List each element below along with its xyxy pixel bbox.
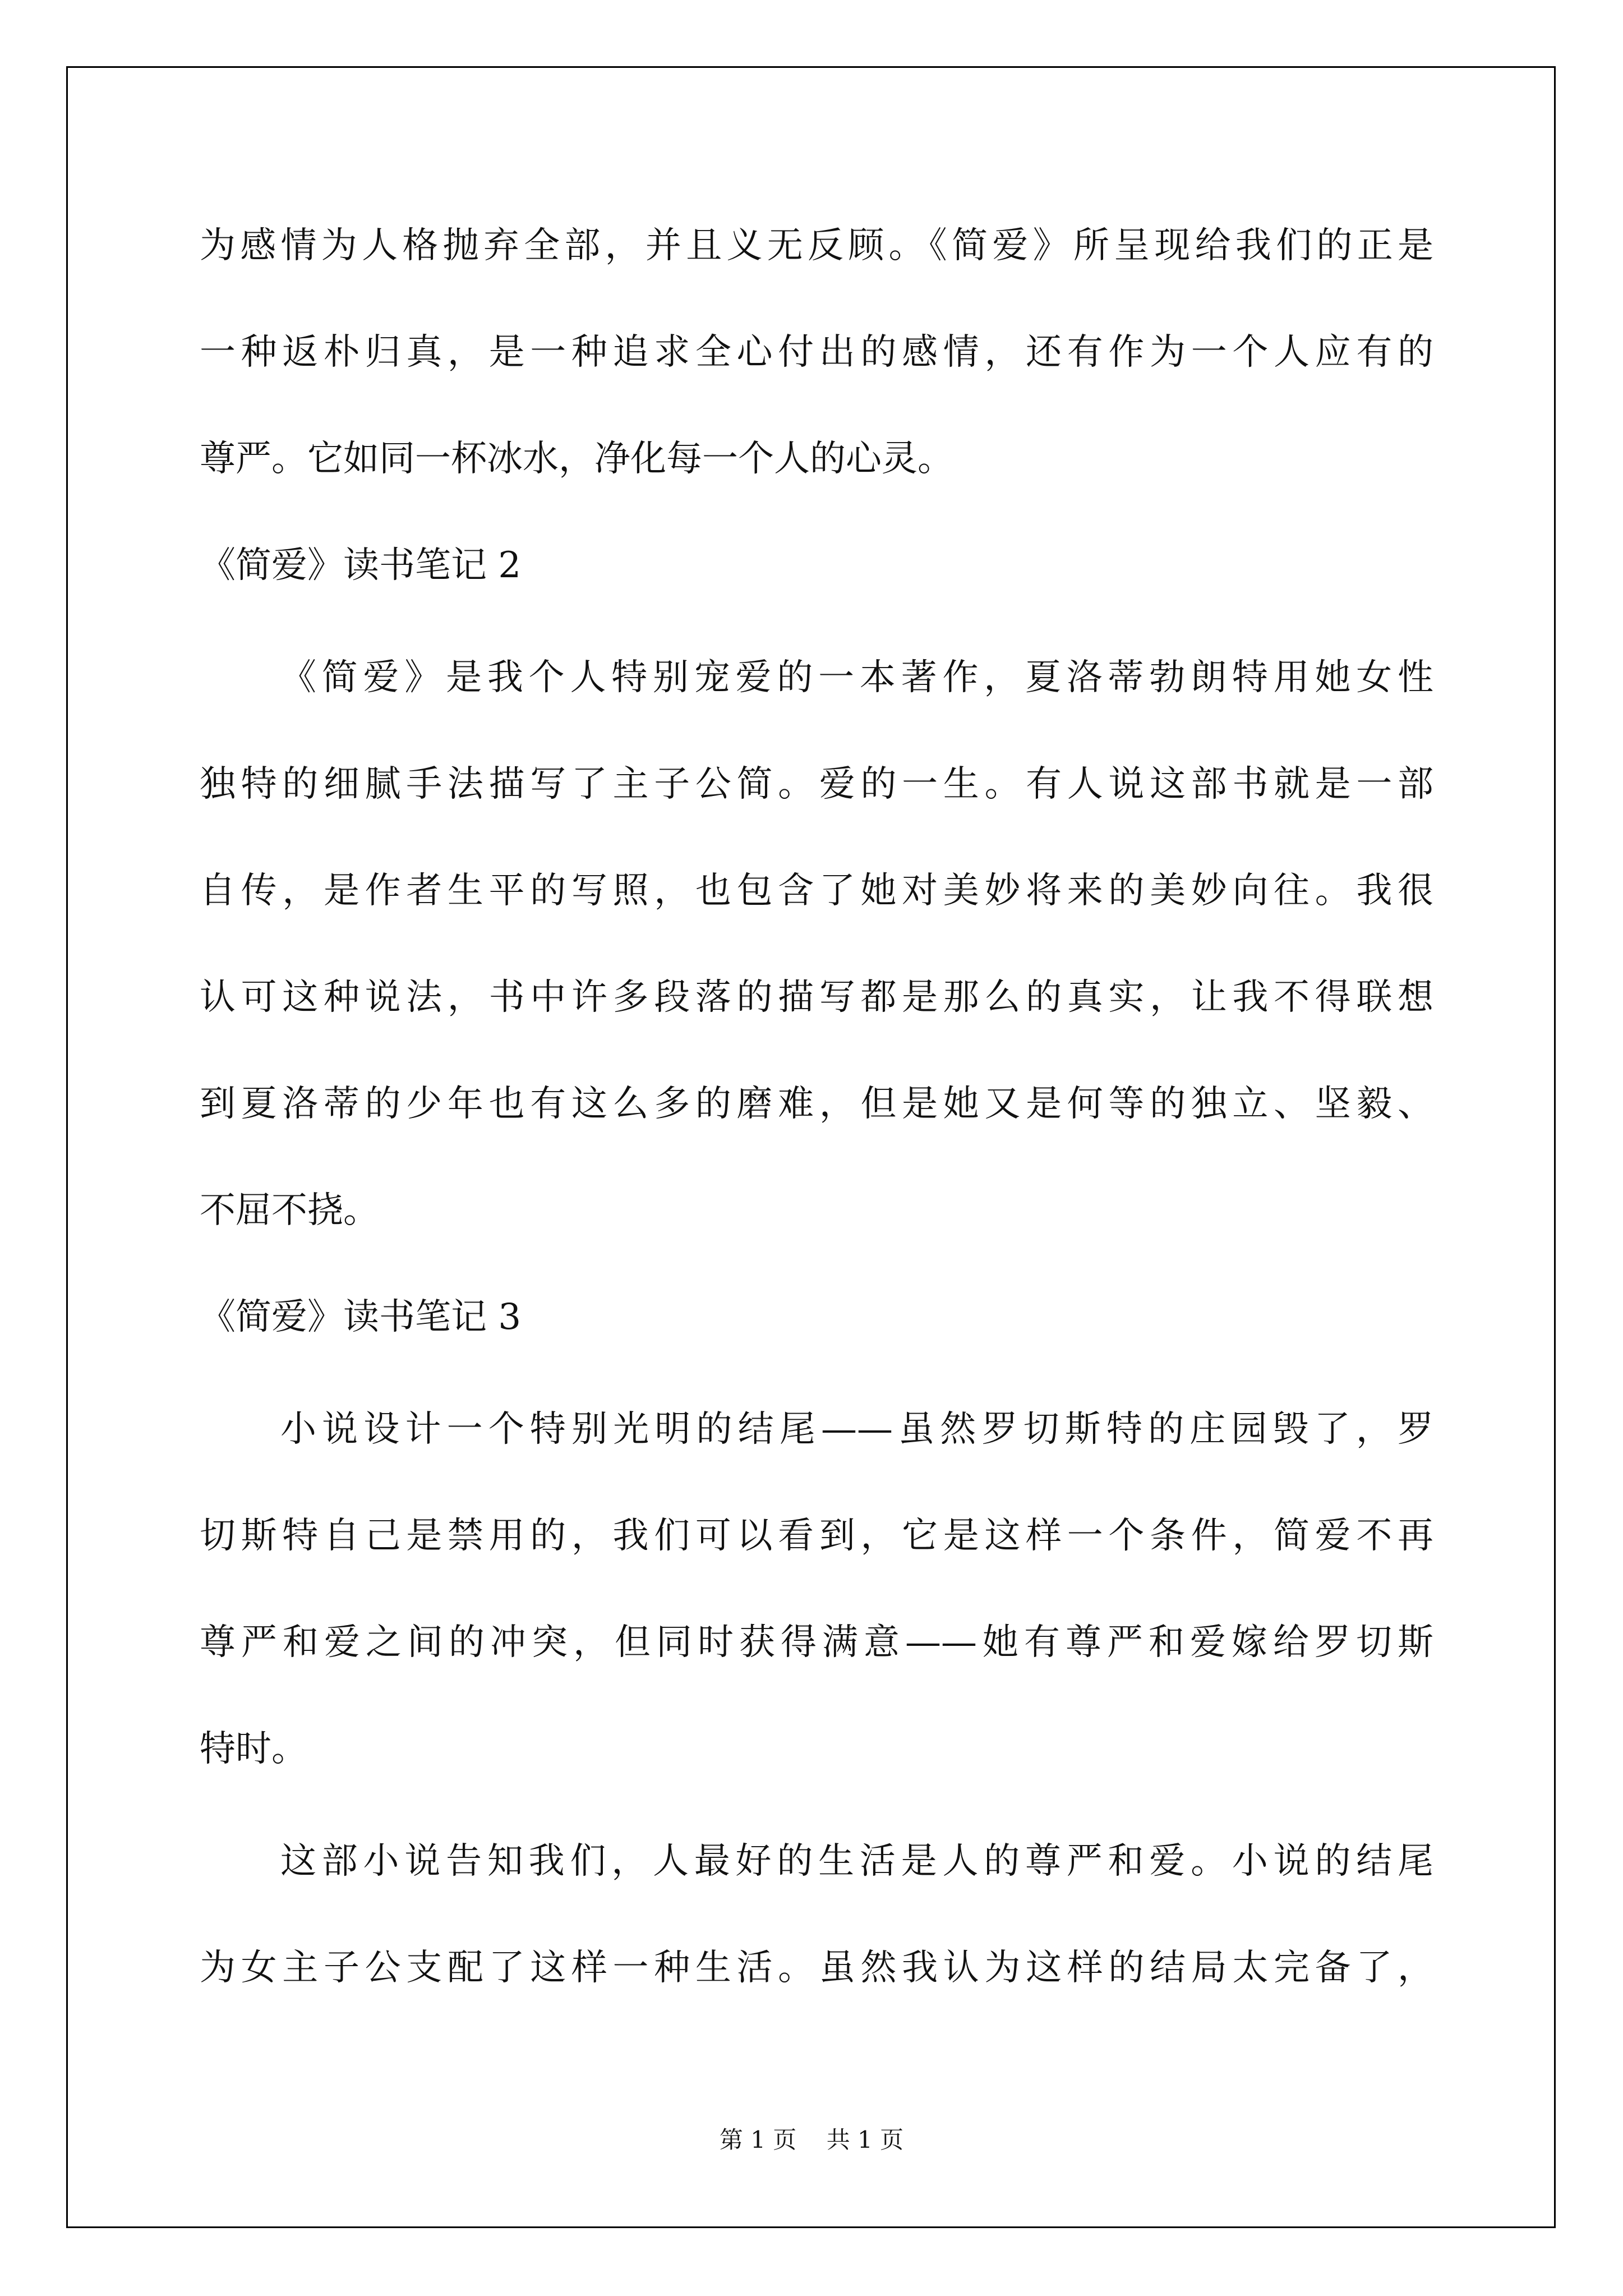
text-line: 一种返朴归真，是一种追求全心付出的感情，还有作为一个人应有的: [200, 332, 1433, 373]
text-line: 到夏洛蒂的少年也有这么多的磨难，但是她又是何等的独立、坚毅、: [200, 1083, 1433, 1125]
text-line: 为感情为人格抛弃全部，并且义无反顾。《简爱》所呈现给我们的正是: [200, 225, 1433, 266]
text-line: 不屈不挠。: [200, 1190, 379, 1231]
text-line: 尊严。它如同一杯冰水，净化每一个人的心灵。: [200, 438, 953, 480]
text-line: 自传，是作者生平的写照，也包含了她对美妙将来的美妙向往。我很: [200, 870, 1433, 912]
text-line: 特时。: [200, 1728, 307, 1770]
text-line: 切斯特自己是禁用的，我们可以看到，它是这样一个条件，简爱不再: [200, 1515, 1433, 1557]
text-line: 尊严和爱之间的冲突，但同时获得满意——她有尊严和爱嫁给罗切斯: [200, 1622, 1433, 1663]
section-heading: 《简爱》读书笔记 2: [200, 545, 522, 586]
text-line: 独特的细腻手法描写了主子公简。爱的一生。有人说这部书就是一部: [200, 763, 1433, 805]
page-border: [66, 66, 1556, 2228]
text-line: 认可这种说法，书中许多段落的描写都是那么的真实，让我不得联想: [200, 977, 1433, 1018]
text-line: 小说设计一个特别光明的结尾——虽然罗切斯特的庄园毁了，罗: [280, 1409, 1433, 1450]
text-line: 为女主子公支配了这样一种生活。虽然我认为这样的结局太完备了，: [200, 1947, 1433, 1989]
page-number-footer: 第 1 页 共 1 页: [719, 2126, 904, 2154]
section-heading: 《简爱》读书笔记 3: [200, 1296, 522, 1338]
text-line: 《简爱》是我个人特别宠爱的一本著作，夏洛蒂勃朗特用她女性: [280, 657, 1433, 698]
text-line: 这部小说告知我们，人最好的生活是人的尊严和爱。小说的结尾: [280, 1841, 1433, 1882]
